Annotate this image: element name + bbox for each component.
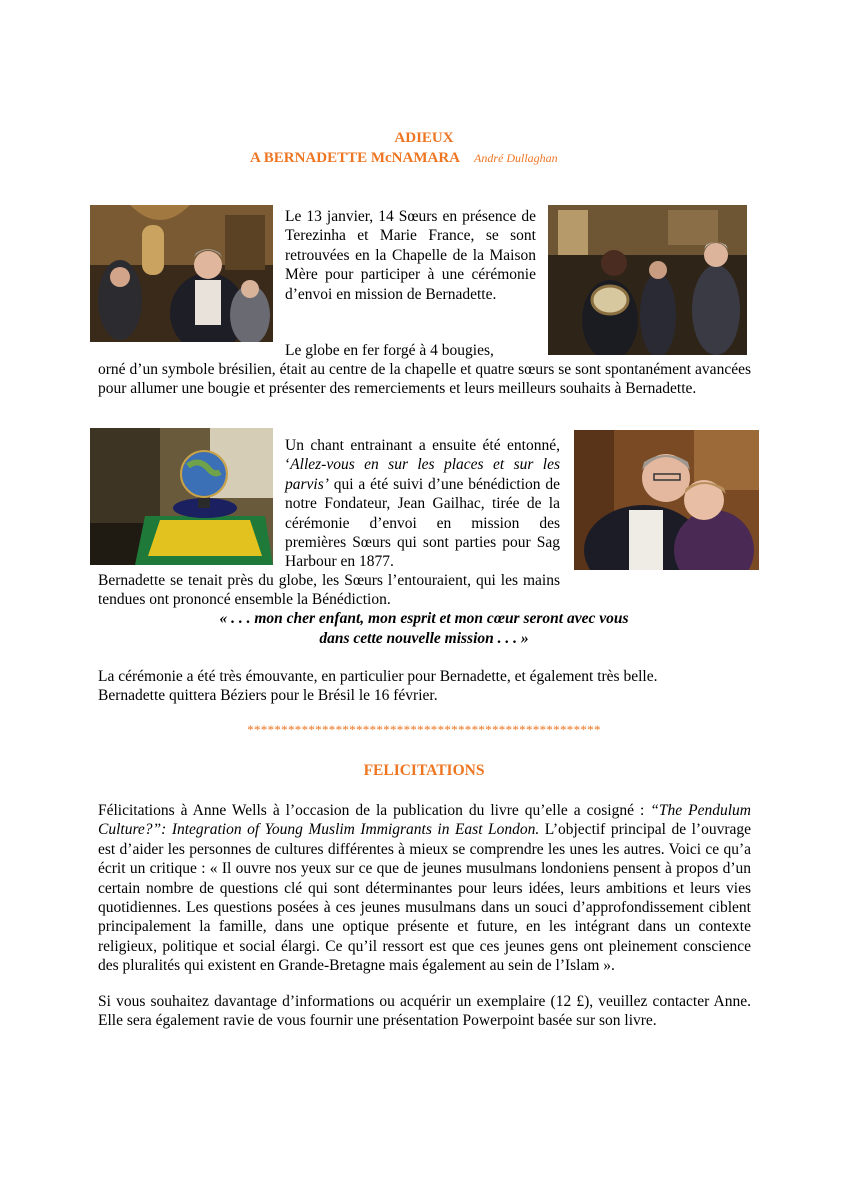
felicitations-text-b: L’objectif principal de l’ouvrage est d’aider les personnes de cultures différentes à mieux se comprendre les unes les autres. Voici ce qu’a écrit un critique : « Il ouvre nos yeux sur ce que de jeunes musulmans londoniens pensent à propos d’un certain nombre de questions clé qui sont déterminantes pour leurs idées, leurs ambitions et leurs vies quotidiennes. Les questions posées à ces jeunes musulmans dans un souci d’approfondissement ciblent principalement la famille, dans une optique présente et future, en les intégrant dans un contexte religieux, politique et social élargi. Ce qu’il ressort est que ces jeunes gens ont pleinement conscience des pluralités qui existent en Grande-Bretagne mais également au sein de l’Islam ». <box>98 821 751 975</box>
felicitations-title: FELICITATIONS <box>363 762 485 779</box>
closing-line-2: Bernadette quittera Béziers pour le Brésil le 16 février. <box>98 687 438 704</box>
paragraph-felicitations <box>98 801 751 976</box>
article-subtitle <box>250 150 558 167</box>
paragraph-chant <box>285 436 560 572</box>
book-title: “The Pendulum Culture?”: Integration of Young Muslim Immigrants in East London. <box>98 802 751 839</box>
article-title-adieux: ADIEUX <box>394 130 454 146</box>
blessing-quote-line1: « . . . mon cher enfant, mon esprit et mon cœur seront avec vous <box>219 610 629 627</box>
photo-sisters-gathering <box>90 205 273 342</box>
felicitations-text-a: Félicitations à Anne Wells à l’occasion de la publication du livre qu’elle a cosigné : <box>98 802 651 819</box>
chant-title: Allez-vous en sur les places et sur les parvis’ <box>285 456 560 493</box>
section-separator: **************************************************** <box>247 722 601 737</box>
blessing-quote-line2: dans cette nouvelle mission . . . » <box>319 630 529 647</box>
paragraph-globe-continued: orné d’un symbole brésilien, était au centre de la chapelle et quatre sœurs se sont spontanément avancées pour allumer une bougie et présenter des remerciements et leurs meilleurs souhaits à Bernadette. <box>98 361 751 398</box>
article-subtitle-text: A BERNADETTE McNAMARA <box>250 150 460 166</box>
author-name: André Dullaghan <box>474 151 558 165</box>
paragraph-benediction: Bernadette se tenait près du globe, les Sœurs l’entouraient, qui les mains tendues ont prononcé ensemble la Bénédiction. <box>98 572 560 609</box>
paragraph-contact-anne: Si vous souhaitez davantage d’informations ou acquérir un exemplaire (12 £), veuillez contacter Anne. Elle sera également ravie de vous fournir une présentation Powerpoint basée sur son livre. <box>98 993 751 1030</box>
photo-sister-with-drum <box>548 205 747 355</box>
paragraph-ceremony-intro: Le 13 janvier, 14 Sœurs en présence de Terezinha et Marie France, se sont retrouvées en la Chapelle de la Maison Mère pour participer à une cérémonie d’envoi en mission de Bernadette. <box>285 208 536 303</box>
closing-line-1: La cérémonie a été très émouvante, en particulier pour Bernadette, et également très belle. <box>98 668 658 685</box>
chant-text-b: qui a été suivi d’une bénédiction de notre Fondateur, Jean Gailhac, tirée de la cérémonie d’envoi en mission des premières Sœurs qui sont parties pour Sag Harbour en 1877. <box>285 475 560 571</box>
chant-text-a: Un chant entrainant a ensuite été entonné, ‘ <box>285 437 560 474</box>
photo-globe-on-flag <box>90 428 273 565</box>
photo-two-sisters <box>574 430 759 570</box>
paragraph-globe-start: Le globe en fer forgé à 4 bougies, <box>285 342 494 359</box>
